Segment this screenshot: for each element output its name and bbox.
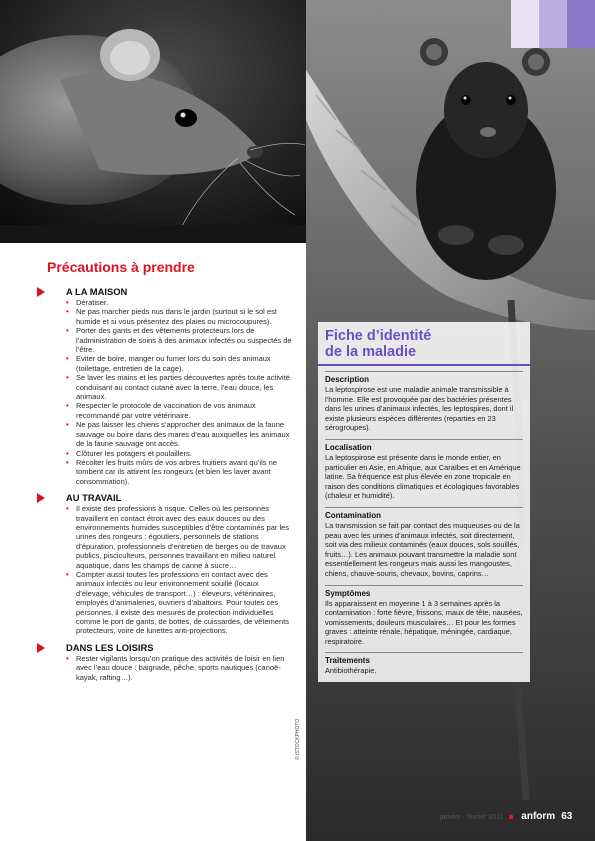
fiche-section-heading: Contamination: [325, 507, 523, 521]
tab-medium: [539, 0, 567, 48]
item-text: Récolter les fruits mûrs de vos arbres fruitiers avant qu’ils ne tombent car ils attirent les rongeurs (et bien les laver avant consommation).: [76, 457, 277, 486]
bullet-list: [42, 654, 292, 682]
triangle-marker-icon: [37, 643, 45, 653]
item-text: Eviter de boire, manger ou fumer lors du soin des animaux (toilettage, entretien de la cage).: [76, 354, 271, 373]
bullet-icon: •: [66, 326, 69, 336]
bullet-icon: •: [66, 354, 69, 364]
photo-credit: © ISTOCKPHOTO: [295, 718, 301, 760]
bullet-icon: •: [66, 448, 69, 458]
item-text: Compter aussi toutes les professions en contact avec des animaux infectés ou leur environnement souillé (locaux d’élevage, véhicules de transport…) : éleveurs, vétérinaires, employés d’animaleries, ouvriers d’abattoirs. Pour toutes ces personnes, il existe des mesures de protection individuelles comme le port de gants, de bottes, de cuissardes, de vêtements protecteurs, voire de lunettes anti-projections.: [76, 569, 290, 636]
fiche-title-line2: de la maladie: [325, 344, 417, 360]
precaution-section: [42, 286, 292, 486]
fiche-section: [318, 585, 530, 653]
fiche-section-text: Ils apparaissent en moyenne 1 à 3 semaines après la contamination : forte fièvre, frissons, maux de tête, nausées, vomissements, douleurs musculaires… Et pour les formes graves : atteinte rénale, hépatique, méningée, cardiaque, respiratoire.: [325, 598, 523, 646]
bullet-list: [42, 298, 292, 486]
bullet-icon: •: [66, 504, 69, 514]
bullet-icon: •: [66, 401, 69, 411]
precautions-title: Précautions à prendre: [47, 259, 195, 275]
section-heading: AU TRAVAIL: [66, 492, 122, 504]
precaution-section: [42, 642, 292, 682]
bullet-icon: •: [66, 653, 69, 663]
fiche-section-heading: Description: [325, 371, 523, 385]
bullet-list: [42, 504, 292, 636]
list-item: [64, 654, 292, 682]
list-item: [64, 326, 292, 354]
fiche-section: [318, 652, 530, 682]
list-item: [64, 420, 292, 448]
bullet-icon: •: [66, 457, 69, 467]
tab-light: [511, 0, 539, 48]
fiche-section-text: La leptospirose est une maladie animale transmissible à l’homme. Elle est provoquée par des bactéries présentes dans les urines d’animaux infectés, les leptospires, dont il existe plusieurs espèces différentes (reparties en 23 sérogroupes).: [325, 385, 514, 433]
bullet-icon: •: [66, 569, 69, 579]
fiche-section-heading: Localisation: [325, 439, 523, 453]
item-text: Il existe des professions à risque. Celles où les personnes travaillent en contact étroit avec des eaux douces ou des environnements humides susceptibles d’être contaminés par les urines des rongeurs : égoutiers, personnels de stations d’épuration, professionnels d’entretien de berges ou de travaux publics, pisciculteurs, personnes travaillant en milieu naturel aquatique, dans les champs de canne à sucre…: [76, 504, 290, 570]
item-text: Rester vigilants lorsqu’on pratique des activités de loisir en lien avec l’eau douce : baignade, pêche, sports nautiques (canoë-kayak, rafting…).: [76, 653, 285, 682]
item-text: Se laver les mains et les parties découvertes après toute activité conduisant au contact cutané avec la terre, l’eau douce, les animaux.: [76, 373, 290, 402]
bullet-icon: •: [66, 307, 69, 317]
section-heading: A LA MAISON: [66, 286, 128, 297]
list-item: [64, 401, 292, 420]
rat-head-photo: [0, 0, 306, 243]
list-item: [64, 307, 292, 326]
list-item: [64, 373, 292, 401]
list-item: [64, 458, 292, 486]
item-text: Respecter le protocole de vaccination de vos animaux recommandé par votre vétérinaire.: [76, 401, 256, 420]
issue-date: janvier - février 2011: [440, 814, 504, 821]
list-item: [64, 354, 292, 373]
item-text: Porter des gants et des vêtements protecteurs lors de l’administration de soins à des animaux infectés ou suspectés de l’être.: [76, 326, 292, 355]
triangle-marker-icon: [37, 493, 45, 503]
fiche-section-heading: Traitements: [325, 652, 523, 666]
page-footer: [440, 811, 572, 822]
fiche-section: [318, 439, 530, 507]
bullet-icon: •: [66, 420, 69, 430]
tab-dark: [567, 0, 595, 48]
precaution-section: [42, 492, 292, 636]
bullet-icon: •: [66, 373, 69, 383]
item-text: Dératiser.: [76, 298, 109, 307]
triangle-marker-icon: [37, 287, 45, 297]
fiche-section: [318, 371, 530, 439]
fiche-section-text: La transmission se fait par contact des muqueuses ou de la peau avec les urines d’animaux infectés, soit directement, soit via des milieux contaminés (eaux douces, sols souillés, fruits…). Les animaux pouvant transmettre la maladie sont essentiellement les rongeurs mais aussi les mangoustes, chiens, chauve-souris, chevaux, bovins, caprins…: [325, 520, 520, 578]
fiche-section: [318, 507, 530, 585]
section-tabs: [511, 0, 595, 48]
section-heading: DANS LES LOISIRS: [66, 641, 154, 653]
item-text: Ne pas marcher pieds nus dans le jardin (surtout si le sol est humide et si vous présentez des plaies ou microcoupures).: [76, 307, 277, 326]
page-number: 63: [561, 811, 573, 822]
fiche-title-line1: Fiche d’identité: [325, 328, 432, 344]
fiche-identite-box: [318, 322, 530, 682]
list-item: [64, 570, 292, 636]
precautions-column: [42, 258, 292, 688]
brand-square-icon: [509, 815, 513, 819]
fiche-section-heading: Symptômes: [325, 585, 523, 599]
list-item: [64, 298, 292, 307]
item-text: Ne pas laisser les chiens s’approcher des animaux de la faune sauvage ou boire dans des mares d’eau auxquelles les animaux de la faune sauvage ont accès.: [76, 420, 290, 449]
bullet-icon: •: [66, 298, 69, 307]
item-text: Clôturer les potagers et poulaillers.: [76, 448, 192, 458]
fiche-title: [318, 322, 530, 366]
fiche-section-text: La leptospirose est présente dans le monde entier, en particulier en Asie, en Afrique, aux Caraïbes et en Amérique latine. Sa fréquence est plus élevée en zone tropicale en raison des conditions climatiques et écologiques favorables (chaleur et humidité).: [325, 452, 521, 501]
list-item: [64, 504, 292, 570]
list-item: [64, 449, 292, 458]
fiche-section-text: Antibiothérapie.: [325, 666, 377, 676]
brand-name: anform: [521, 811, 556, 822]
